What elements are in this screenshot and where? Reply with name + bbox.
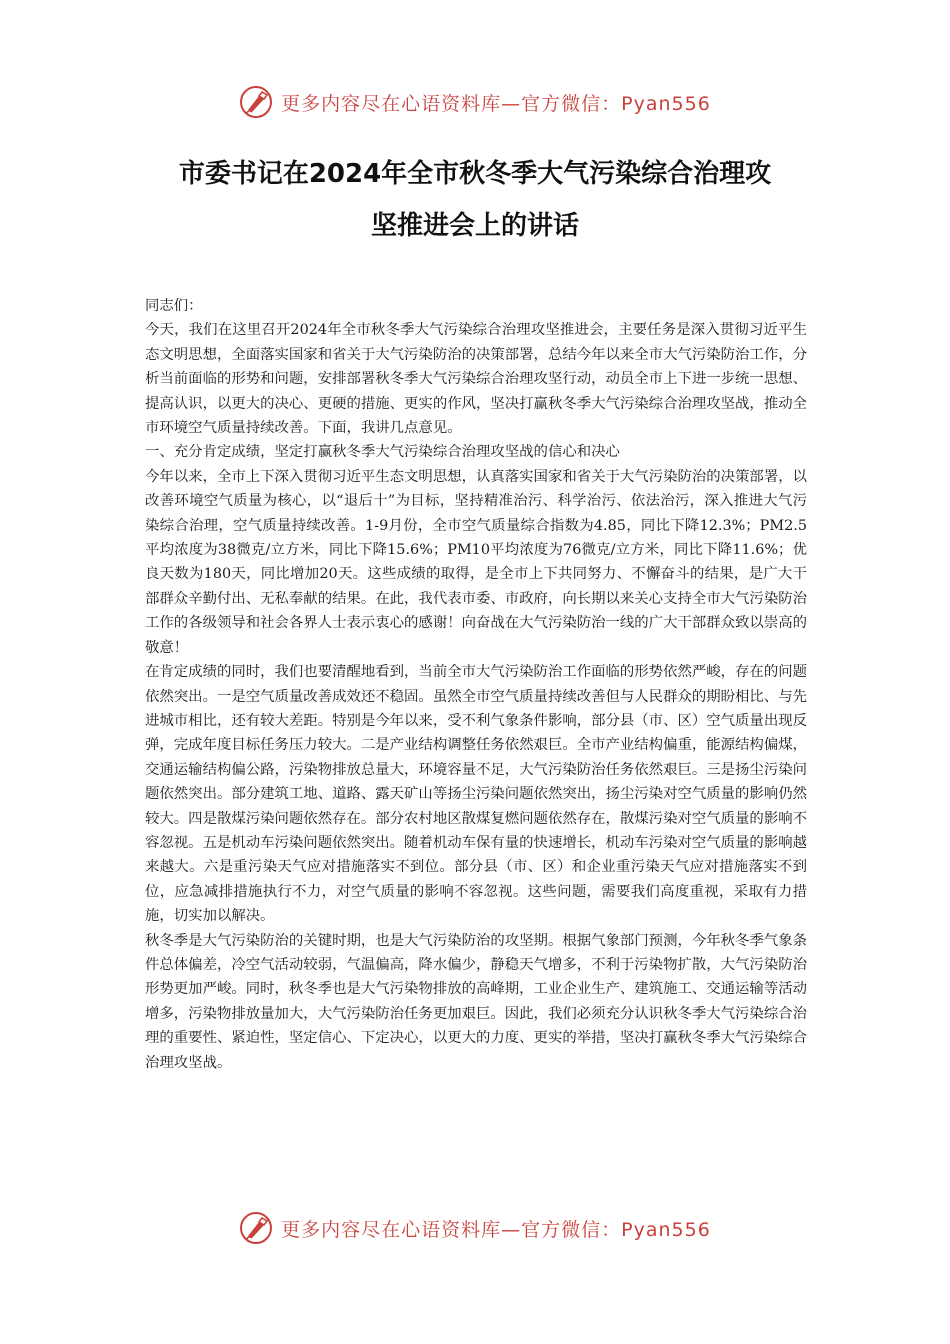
footer-banner [0, 1208, 950, 1248]
header-banner [0, 82, 950, 122]
paragraph-achievements: 今年以来，全市上下深入贯彻习近平生态文明思想，认真落实国家和省关于大气污染防治的决策部署，以改善环境空气质量为核心，以“退后十”为目标，坚持精准治污、科学治污、依法治污，深入推进大气污染综合治理，空气质量持续改善。1-9月份，全市空气质量综合指数为4.85，同比下降12.3%；PM2.5平均浓度为38微克/立方米，同比下降15.6%；PM10平均浓度为76微克/立方米，同比下降11.6%；优良天数为180天，同比增加20天。这些成绩的取得，是全市上下共同努力、不懈奋斗的结果，是广大干部群众辛勤付出、无私奉献的结果。在此，我代表市委、市政府，向长期以来关心支持全市大气污染防治工作的各级领导和社会各界人士表示衷心的感谢！向奋战在大气污染防治一线的广大干部群众致以崇高的敬意！ [145, 468, 807, 656]
pen-nib-logo-icon [239, 1211, 273, 1245]
speech-body [145, 294, 807, 1075]
paragraph-problems: 在肯定成绩的同时，我们也要清醒地看到，当前全市大气污染防治工作面临的形势依然严峻，存在的问题依然突出。一是空气质量改善成效还不稳固。虽然全市空气质量持续改善但与人民群众的期盼相比、与先进城市相比，还有较大差距。特别是今年以来，受不利气象条件影响，部分县（市、区）空气质量出现反弹，完成年度目标任务压力较大。二是产业结构调整任务依然艰巨。全市产业结构偏重，能源结构偏煤，交通运输结构偏公路，污染物排放总量大，环境容量不足，大气污染防治任务依然艰巨。三是扬尘污染问题依然突出。部分建筑工地、道路、露天矿山等扬尘污染问题依然突出，扬尘污染对空气质量的影响仍然较大。四是散煤污染问题依然存在。部分农村地区散煤复燃问题依然存在，散煤污染对空气质量的影响不容忽视。五是机动车污染问题依然突出。随着机动车保有量的快速增长，机动车污染对空气质量的影响越来越大。六是重污染天气应对措施落实不到位。部分县（市、区）和企业重污染天气应对措施落实不到位，应急减排措施执行不力，对空气质量的影响不容忽视。这些问题，需要我们高度重视，采取有力措施，切实加以解决。 [145, 664, 807, 925]
footer-banner-text: 更多内容尽在心语资料库—官方微信：Pyan556 [281, 1218, 711, 1241]
pen-nib-logo-icon [239, 85, 273, 119]
header-banner-text: 更多内容尽在心语资料库—官方微信：Pyan556 [281, 92, 711, 115]
paragraph-autumn-winter: 秋冬季是大气污染防治的关键时期，也是大气污染防治的攻坚期。根据气象部门预测，今年秋冬季气象条件总体偏差，冷空气活动较弱，气温偏高，降水偏少，静稳天气增多，不利于污染物扩散，大气污染防治形势更加严峻。同时，秋冬季也是大气污染物排放的高峰期，工业企业生产、建筑施工、交通运输等活动增多，污染物排放量加大，大气污染防治任务更加艰巨。因此，我们必须充分认识秋冬季大气污染综合治理的重要性、紧迫性，坚定信心、下定决心，以更大的力度、更实的举措，坚决打赢秋冬季大气污染综合治理攻坚战。 [145, 932, 807, 1071]
section-heading-1: 一、充分肯定成绩，坚定打赢秋冬季大气污染综合治理攻坚战的信心和决心 [145, 444, 620, 461]
document-title [120, 148, 830, 252]
title-line-2: 坚推进会上的讲话 [370, 211, 579, 241]
salutation: 同志们： [145, 298, 203, 314]
paragraph-intro: 今天，我们在这里召开2024年全市秋冬季大气污染综合治理攻坚推进会，主要任务是深入贯彻习近平生态文明思想，全面落实国家和省关于大气污染防治的决策部署，总结今年以来全市大气污染防治工作，分析当前面临的形势和问题，安排部署秋冬季大气污染综合治理攻坚行动，动员全市上下进一步统一思想、提高认识，以更大的决心、更硬的措施、更实的作风，坚决打赢秋冬季大气污染综合治理攻坚战，推动全市环境空气质量持续改善。下面，我讲几点意见。 [145, 322, 807, 437]
title-line-1: 市委书记在2024年全市秋冬季大气污染综合治理攻 [178, 159, 772, 189]
